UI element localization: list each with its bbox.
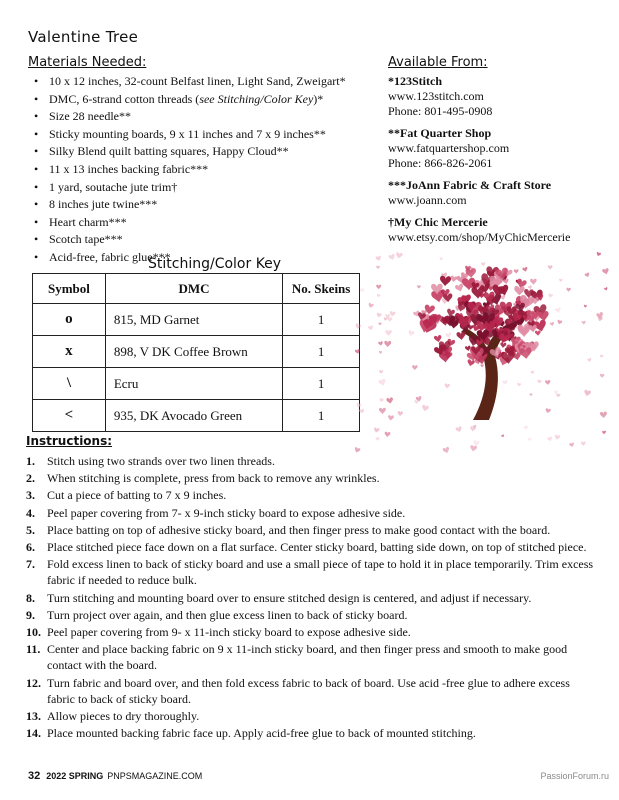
list-item: • Scotch tape*** — [32, 231, 377, 249]
heart-shape — [584, 272, 590, 278]
step-text: Turn fabric and board over, and then fold excess fabric to back of board. Use acid -free glue to adhere excess fabric to back of sticky board. — [47, 675, 570, 706]
step-text: Center and place backing fabric on 9 x 11-inch sticky board, and then finger press and smooth to make good contact with the board. — [47, 642, 568, 673]
heart-shape — [440, 257, 443, 260]
vendor-url[interactable]: www.joann.com — [388, 193, 467, 207]
heart-shape — [397, 411, 403, 416]
heart-shape — [517, 383, 522, 387]
column-header-dmc: DMC — [105, 274, 282, 304]
heart-shape — [360, 288, 365, 293]
heart-shape — [600, 411, 607, 418]
step-number: 7. — [26, 557, 35, 572]
table-row — [33, 368, 360, 400]
heart-shape — [530, 279, 537, 285]
step-text: Turn project over again, and then glue excess linen to back of sticky board. — [47, 607, 408, 622]
step-number: 13. — [26, 709, 41, 724]
step-number: 5. — [26, 522, 35, 537]
vendor-name: *123Stitch — [388, 74, 442, 88]
instruction-step — [26, 708, 598, 724]
color-key-heading: Stitching/Color Key — [148, 256, 282, 272]
step-text: Peel paper covering from 9- x 11-inch sticky board to expose adhesive side. — [47, 625, 411, 640]
heart-shape — [550, 322, 555, 327]
heart-shape — [600, 374, 605, 378]
list-item: • Acid-free, fabric glue*** — [32, 249, 377, 267]
heart-shape — [373, 427, 379, 433]
heart-shape — [455, 283, 465, 293]
vendor-url[interactable]: www.123stitch.com — [388, 89, 484, 103]
heart-shape — [514, 286, 524, 296]
heart-shape — [388, 253, 396, 260]
symbol-cell: o — [33, 304, 106, 336]
step-number: 10. — [26, 625, 41, 640]
heart-shape — [581, 321, 585, 325]
watermark: PassionForum.ru — [540, 771, 609, 781]
list-item: • 10 x 12 inches, 32-count Belfast linen, Light Sand, Zweigart* — [32, 73, 377, 91]
heart-shape — [385, 330, 392, 336]
page-title: Valentine Tree — [28, 28, 139, 46]
heart-shape — [569, 442, 575, 447]
list-item: • 11 x 13 inches backing fabric*** — [32, 161, 377, 179]
heart-shape — [395, 252, 402, 259]
heart-shape — [502, 380, 508, 385]
heart-shape — [412, 365, 418, 370]
instruction-step — [26, 487, 598, 503]
step-text: Place batting on top of adhesive sticky board, and then finger press to make good contact with the board. — [47, 522, 551, 537]
heart-shape — [524, 425, 529, 430]
heart-shape — [555, 307, 562, 313]
dmc-cell: 815, MD Garnet — [105, 304, 282, 336]
instruction-step — [26, 607, 598, 623]
symbol-cell: x — [33, 336, 106, 368]
heart-shape — [470, 445, 478, 452]
heart-shape — [528, 285, 533, 290]
vendor-fat-quarter-shop — [388, 126, 613, 171]
heart-shape — [547, 436, 553, 442]
heart-shape — [557, 320, 563, 325]
step-text: Stitch using two strands over two linen threads. — [47, 454, 275, 468]
step-text: Fold excess linen to back of sticky board and use a small piece of tape to hold it in place temporarily. Trim excess fabric if needed to reduce bulk. — [47, 557, 594, 588]
heart-shape — [384, 341, 391, 348]
heart-shape — [554, 434, 560, 440]
skeins-cell: 1 — [283, 336, 360, 368]
table-row — [33, 400, 360, 432]
heart-shape — [566, 288, 571, 292]
heart-shape — [376, 312, 382, 317]
step-text: When stitching is complete, press from back to remove any wrinkles. — [47, 471, 380, 486]
heart-shape — [356, 403, 362, 409]
heart-shape — [421, 405, 429, 412]
page-footer — [28, 770, 202, 782]
vendor-name: †My Chic Mercerie — [388, 215, 488, 229]
page-number: 32 — [28, 770, 41, 782]
instructions-list — [26, 453, 598, 742]
heart-shape — [473, 440, 480, 447]
dmc-cell: 898, V DK Coffee Brown — [105, 336, 282, 368]
heart-shape — [480, 364, 483, 367]
heart-shape — [376, 266, 380, 270]
heart-shape — [379, 398, 384, 403]
heart-shape — [375, 256, 381, 262]
heart-shape — [378, 341, 383, 346]
skeins-cell: 1 — [283, 368, 360, 400]
table-row — [33, 304, 360, 336]
heart-shape — [481, 262, 486, 266]
heart-shape — [359, 408, 365, 414]
table-row — [33, 336, 360, 368]
heart-shape — [379, 370, 384, 374]
heart-shape — [559, 278, 563, 282]
heart-shape — [444, 383, 450, 389]
heart-shape — [500, 342, 507, 348]
vendor-name: **Fat Quarter Shop — [388, 126, 492, 140]
heart-shape — [584, 390, 592, 397]
list-item: • Sticky mounting boards, 9 x 11 inches and 7 x 9 inches** — [32, 126, 377, 144]
materials-list — [32, 73, 377, 267]
step-text: Allow pieces to dry thoroughly. — [47, 709, 200, 724]
instruction-step — [26, 641, 598, 673]
vendor-joann — [388, 178, 613, 208]
vendor-phone: Phone: 866-826-2061 — [388, 156, 493, 170]
step-number: 12. — [26, 675, 41, 690]
site-label: PNPSMAGAZINE.COM — [107, 771, 203, 781]
step-text: Peel paper covering from 7- x 9-inch sticky board to expose adhesive side. — [47, 505, 406, 520]
heart-shape — [355, 323, 361, 330]
instruction-step — [26, 453, 598, 469]
heart-shape — [368, 303, 374, 309]
list-item: • 1 yard, soutache jute trim† — [32, 179, 377, 197]
step-number: 4. — [26, 505, 35, 520]
heart-shape — [368, 325, 374, 331]
heart-shape — [548, 293, 553, 298]
heart-shape — [537, 379, 542, 384]
symbol-cell: \ — [33, 368, 106, 400]
list-item: • Size 28 needle** — [32, 108, 377, 126]
column-header-symbol: Symbol — [33, 274, 106, 304]
heart-shape — [522, 267, 528, 273]
heart-shape — [581, 441, 586, 445]
heart-shape — [379, 351, 382, 354]
list-item: • Heart charm*** — [32, 214, 377, 232]
step-text: Place stitched piece face down on a flat surface. Center sticky board, batting side down, on top of stitched piece. — [47, 540, 587, 555]
heart-shape — [375, 437, 380, 441]
heart-shape — [596, 252, 601, 257]
heart-shape — [417, 285, 421, 288]
heart-shape — [407, 330, 414, 337]
heart-shape — [384, 431, 390, 437]
instruction-step — [26, 505, 598, 521]
heart-shape — [501, 434, 505, 438]
materials-heading: Materials Needed: — [28, 55, 147, 70]
heart-shape — [445, 332, 452, 339]
heart-shape — [514, 269, 519, 274]
heart-shape — [383, 317, 387, 321]
heart-shape — [600, 355, 603, 358]
available-from-heading: Available From: — [388, 55, 488, 70]
table-header-row — [33, 274, 360, 304]
heart-shape — [379, 408, 386, 415]
heart-shape — [545, 408, 551, 413]
step-number: 14. — [26, 726, 41, 741]
heart-shape — [548, 265, 553, 269]
heart-tree-illustration — [355, 248, 615, 458]
heart-shape — [378, 322, 382, 325]
instruction-step — [26, 675, 598, 707]
instruction-step — [26, 470, 598, 486]
step-number: 3. — [26, 488, 35, 503]
list-item: • DMC, 6-strand cotton threads (see Stitching/Color Key)* — [32, 91, 377, 109]
heart-shape — [388, 415, 394, 421]
heart-shape — [529, 393, 532, 396]
step-text: Cut a piece of batting to 7 x 9 inches. — [47, 488, 227, 503]
heart-shape — [528, 438, 532, 442]
instruction-step — [26, 522, 598, 538]
heart-shape — [376, 294, 380, 298]
heart-shape — [386, 397, 393, 404]
vendor-phone: Phone: 801-495-0908 — [388, 104, 493, 118]
heart-shape — [355, 349, 361, 355]
heart-shape — [455, 426, 463, 433]
step-text: Place mounted backing fabric face up. Apply acid-free glue to back of mounted stitching. — [47, 726, 476, 741]
vendor-name: ***JoAnn Fabric & Craft Store — [388, 178, 552, 192]
step-number: 9. — [26, 607, 35, 622]
heart-shape — [378, 378, 387, 386]
heart-shape — [531, 371, 535, 375]
dmc-cell: Ecru — [105, 368, 282, 400]
skeins-cell: 1 — [283, 304, 360, 336]
step-number: 11. — [26, 642, 41, 657]
heart-shape — [602, 268, 610, 275]
step-number: 8. — [26, 590, 35, 605]
vendor-123stitch — [388, 74, 613, 119]
step-number: 1. — [26, 454, 35, 468]
heart-shape — [535, 330, 541, 336]
vendor-url[interactable]: www.fatquartershop.com — [388, 141, 510, 155]
step-number: 6. — [26, 540, 35, 555]
step-text: Turn stitching and mounting board over to ensure stitched design is centered, and adjust if necessary. — [47, 590, 532, 605]
vendor-my-chic-mercerie — [388, 215, 613, 245]
issue-label: 2022 SPRING — [46, 771, 104, 781]
heart-shape — [587, 358, 592, 363]
heart-shape — [376, 285, 381, 290]
heart-shape — [556, 393, 561, 397]
column-header-skeins: No. Skeins — [283, 274, 360, 304]
symbol-cell: < — [33, 400, 106, 432]
vendor-url[interactable]: www.etsy.com/shop/MyChicMercerie — [388, 230, 571, 244]
available-from-section — [388, 55, 613, 252]
instruction-step — [26, 539, 598, 555]
skeins-cell: 1 — [283, 400, 360, 432]
instruction-step — [26, 556, 598, 588]
heart-shape — [584, 305, 587, 308]
step-number: 2. — [26, 471, 35, 486]
instruction-step — [26, 725, 598, 741]
instruction-step — [26, 624, 598, 640]
instructions-heading: Instructions: — [26, 434, 113, 448]
heart-shape — [389, 311, 395, 317]
tree-crown-hearts — [417, 266, 550, 367]
instruction-step — [26, 590, 598, 606]
heart-shape — [545, 380, 551, 385]
dmc-cell: 935, DK Avocado Green — [105, 400, 282, 432]
list-item: • Silky Blend quilt batting squares, Happy Cloud** — [32, 143, 377, 161]
heart-shape — [602, 430, 606, 434]
color-key-table — [32, 273, 360, 432]
heart-shape — [456, 331, 466, 340]
heart-shape — [604, 287, 608, 291]
list-item: • 8 inches jute twine*** — [32, 196, 377, 214]
